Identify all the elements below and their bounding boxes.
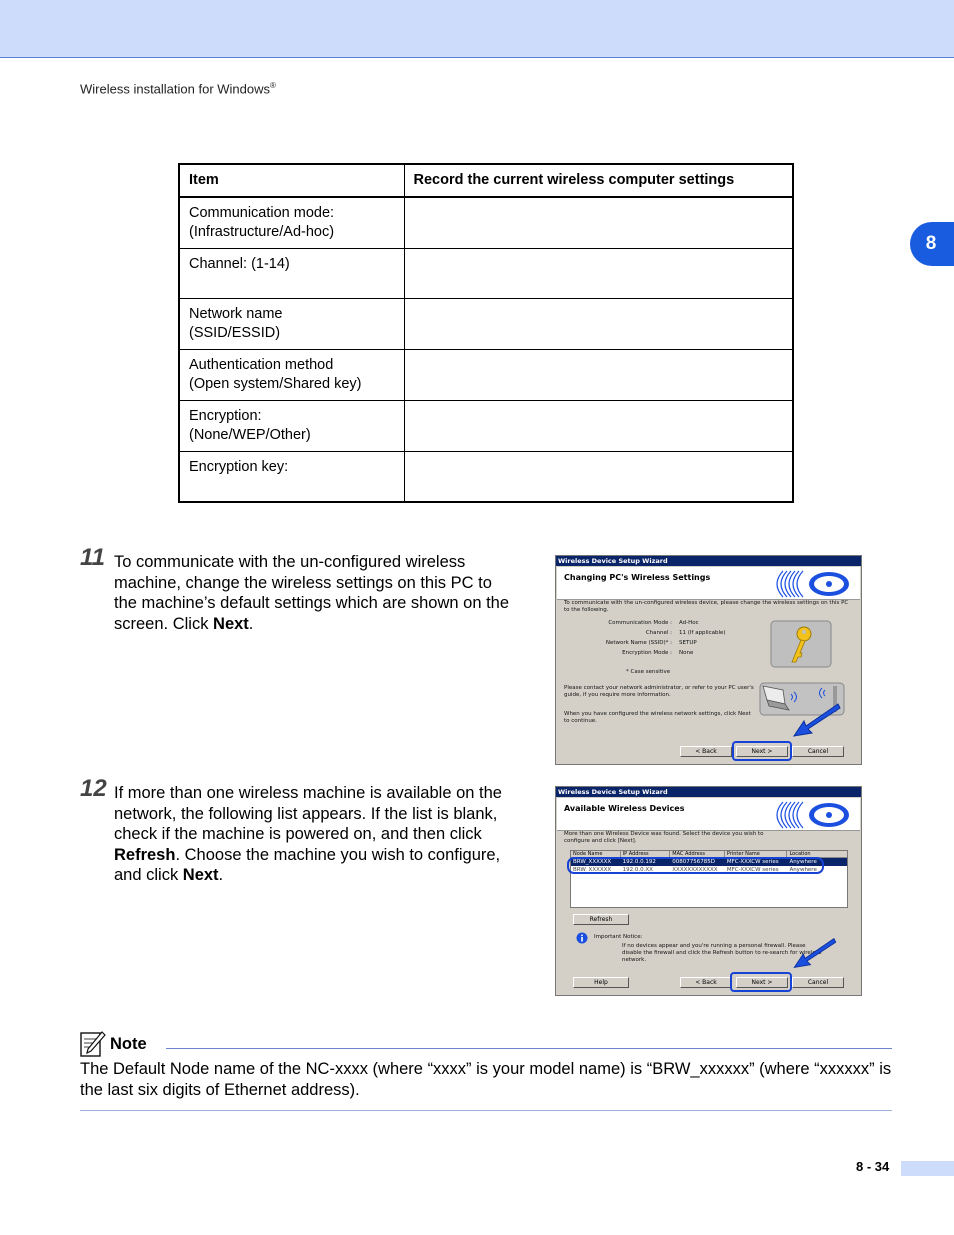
item-cell bbox=[179, 350, 404, 401]
cancel-button[interactable]: Cancel bbox=[792, 746, 844, 757]
item-cell bbox=[179, 452, 404, 502]
device-mac-address: 00807756785D bbox=[672, 859, 716, 865]
note-text: The Default Node name of the NC-xxxx (where “xxxx” is your model name) is “BRW_xxxxxx” (where “xxxxxx” is the last six digits of Ethernet address). bbox=[80, 1060, 892, 1099]
contact-text: Please contact your network administrator, or refer to your PC user's guide, if you require more information. bbox=[564, 685, 754, 698]
item-line1: Encryption: bbox=[189, 408, 262, 424]
chapter-tab bbox=[910, 222, 954, 266]
table-row bbox=[179, 452, 793, 502]
table-row bbox=[179, 299, 793, 350]
window-titlebar: Wireless Device Setup Wizard bbox=[556, 787, 861, 797]
item-line2: (Infrastructure/Ad-hoc) bbox=[189, 224, 335, 240]
pointer-arrow-icon bbox=[792, 700, 842, 740]
step-text-part: . Choose the machine you wish to configure, and click bbox=[114, 845, 501, 884]
footer-band bbox=[901, 1161, 954, 1176]
notice-text: If no devices appear and you're running a personal firewall. Please disable the firewall and click the Refresh button to re-search for wireless network. bbox=[622, 943, 822, 963]
label-channel: Channel : bbox=[645, 630, 672, 636]
label-network-name: Network Name (SSID)* : bbox=[605, 640, 672, 646]
device-location: Anywhere bbox=[789, 859, 817, 865]
item-line1: Channel: (1-14) bbox=[189, 256, 290, 272]
back-button[interactable]: < Back bbox=[680, 977, 732, 988]
note-pencil-icon bbox=[80, 1030, 106, 1058]
wizard-screenshot-changing-settings bbox=[555, 555, 862, 765]
item-line1: Communication mode: bbox=[189, 205, 335, 221]
item-cell bbox=[179, 401, 404, 452]
wizard-screenshot-available-devices bbox=[555, 786, 862, 996]
step-text-part: . bbox=[248, 614, 254, 633]
wizard-banner bbox=[557, 567, 860, 600]
intro-text: More than one Wireless Device was found. Select the device you wish to configure and click [Next]. bbox=[564, 831, 764, 844]
chapter-number: 8 bbox=[925, 233, 937, 254]
header-band bbox=[0, 0, 954, 58]
column-ip-address: IP Address bbox=[621, 851, 671, 857]
key-icon bbox=[770, 620, 832, 668]
next-button-highlight bbox=[730, 972, 792, 992]
continue-text: When you have configured the wireless network settings, click Next to continue. bbox=[564, 711, 751, 724]
page-number: 8 - 34 bbox=[856, 1159, 890, 1174]
record-cell bbox=[404, 299, 793, 350]
record-cell bbox=[404, 197, 793, 249]
refresh-keyword: Refresh bbox=[114, 845, 176, 864]
info-icon bbox=[576, 932, 588, 944]
step-text-part: If more than one wireless machine is available on the network, the following list appears. If the list is blank, check if the machine is powered on, and then click bbox=[114, 784, 502, 843]
value-communication-mode: Ad-Hoc bbox=[679, 620, 699, 626]
notice-title: Important Notice: bbox=[594, 934, 643, 940]
item-line1: Authentication method bbox=[189, 357, 334, 373]
column-mac-address: MAC Address bbox=[670, 851, 725, 857]
step-number: 12 bbox=[80, 775, 107, 802]
table-row bbox=[179, 197, 793, 249]
value-encryption-mode: None bbox=[679, 650, 694, 656]
device-ip-address: 192.0.0.192 bbox=[622, 859, 656, 865]
back-button[interactable]: < Back bbox=[680, 746, 732, 757]
table-header-row bbox=[179, 164, 793, 197]
step-number: 11 bbox=[80, 544, 105, 571]
table-row bbox=[179, 401, 793, 452]
device-location: Anywhere bbox=[789, 867, 817, 873]
column-location: Location bbox=[789, 851, 811, 857]
column-printer-name: Printer Name bbox=[725, 851, 788, 857]
device-node-name: BRW_XXXXXX bbox=[573, 867, 612, 873]
step-text bbox=[114, 783, 514, 886]
label-communication-mode: Communication Mode : bbox=[608, 620, 672, 626]
wireless-logo-icon bbox=[765, 569, 859, 599]
help-button[interactable]: Help bbox=[573, 977, 629, 988]
item-line2: (None/WEP/Other) bbox=[189, 427, 311, 443]
settings-labels bbox=[564, 620, 672, 657]
table-row bbox=[179, 350, 793, 401]
window-titlebar: Wireless Device Setup Wizard bbox=[556, 556, 861, 566]
value-network-name: SETUP bbox=[679, 640, 697, 646]
next-keyword: Next bbox=[213, 614, 249, 633]
device-node-name: BRW_XXXXXX bbox=[573, 859, 612, 865]
item-line2: (SSID/ESSID) bbox=[189, 325, 281, 341]
settings-values bbox=[679, 620, 769, 657]
wireless-settings-table bbox=[178, 163, 794, 503]
record-cell bbox=[404, 452, 793, 502]
banner-title: Changing PC's Wireless Settings bbox=[564, 573, 711, 582]
next-button[interactable]: Next > bbox=[736, 746, 788, 757]
record-cell bbox=[404, 401, 793, 452]
device-printer-name: MFC-XXXCW series bbox=[726, 867, 779, 873]
wireless-logo-icon bbox=[765, 800, 859, 830]
device-ip-address: 192.0.0.XX bbox=[622, 867, 653, 873]
column-node-name: Node Name bbox=[571, 851, 621, 857]
wizard-banner bbox=[557, 798, 860, 831]
banner-title: Available Wireless Devices bbox=[564, 804, 685, 813]
next-button[interactable]: Next > bbox=[736, 977, 788, 988]
column-header-item: Item bbox=[179, 164, 404, 197]
record-cell bbox=[404, 249, 793, 299]
pointer-arrow-icon bbox=[792, 935, 838, 971]
item-cell bbox=[179, 299, 404, 350]
device-printer-name: MFC-XXXCW series bbox=[726, 859, 779, 865]
running-header bbox=[80, 81, 276, 96]
value-channel: 11 (If applicable) bbox=[679, 630, 726, 636]
refresh-button[interactable]: Refresh bbox=[573, 914, 629, 925]
step-text bbox=[114, 552, 514, 634]
step-text-part: . bbox=[218, 866, 224, 884]
next-button-highlight bbox=[732, 741, 792, 761]
case-sensitive-note: * Case sensitive bbox=[626, 669, 671, 675]
note-bottom-divider bbox=[80, 1110, 892, 1111]
item-cell bbox=[179, 249, 404, 299]
device-mac-address: XXXXXXXXXXXX bbox=[672, 867, 718, 873]
selected-row-highlight bbox=[567, 857, 824, 874]
next-keyword: Next bbox=[182, 866, 219, 884]
label-encryption-mode: Encryption Mode : bbox=[622, 650, 672, 656]
record-cell bbox=[404, 350, 793, 401]
table-row bbox=[179, 249, 793, 299]
column-header-record: Record the current wireless computer settings bbox=[404, 164, 793, 197]
cancel-button[interactable]: Cancel bbox=[792, 977, 844, 988]
item-line1: Network name bbox=[189, 306, 283, 322]
note-label: Note bbox=[110, 1035, 147, 1053]
intro-text: To communicate with the un-configured wireless device, please change the wireless settings on this PC to the following. bbox=[564, 600, 849, 613]
running-title: Wireless installation for Windows bbox=[80, 81, 271, 97]
step-text-part: To communicate with the un-configured wireless machine, change the wireless settings on this PC to the machine’s default settings which are shown on the screen. Click bbox=[114, 553, 510, 633]
item-cell bbox=[179, 197, 404, 249]
item-line1: Encryption key: bbox=[189, 459, 289, 475]
registered-mark: ® bbox=[270, 81, 276, 90]
note-divider bbox=[166, 1048, 892, 1049]
item-line2: (Open system/Shared key) bbox=[189, 376, 362, 392]
